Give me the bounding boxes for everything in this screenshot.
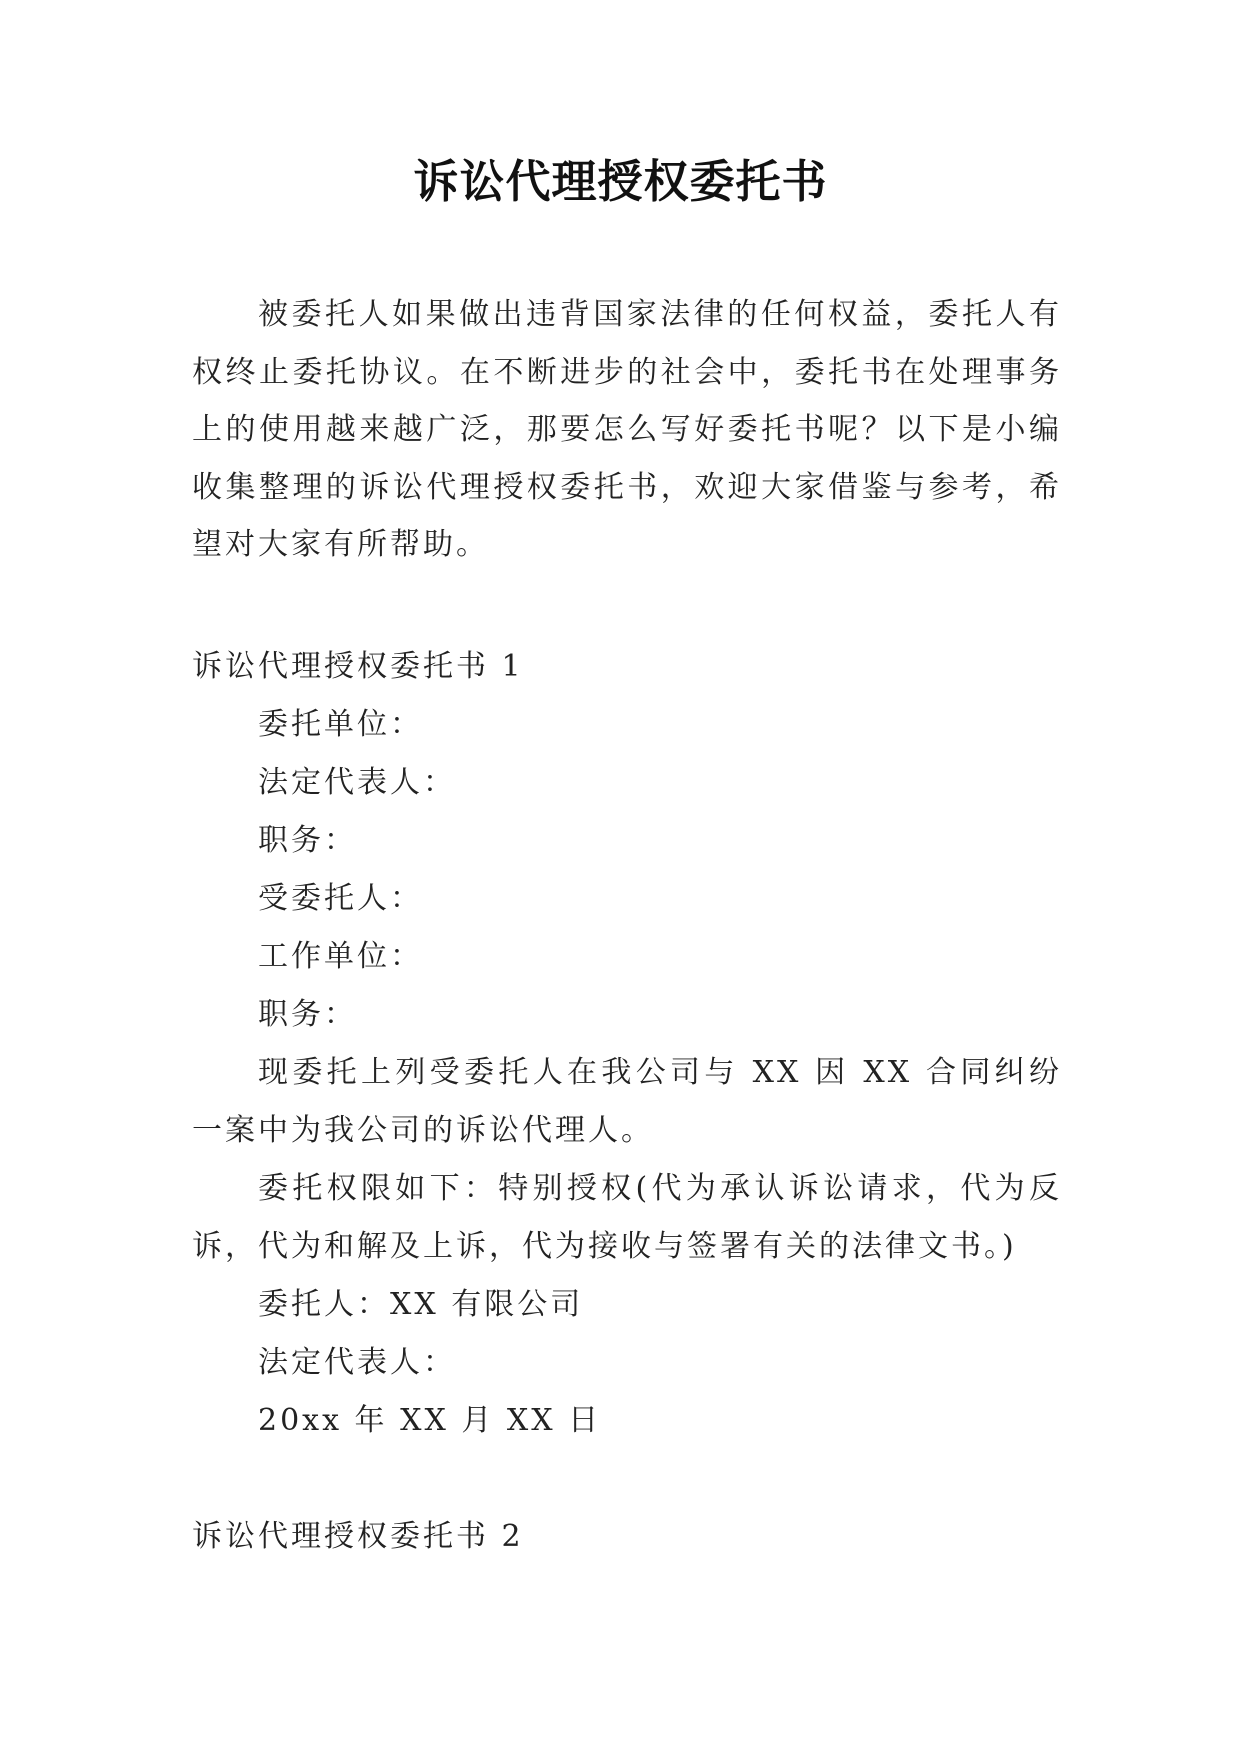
section-2-heading: 诉讼代理授权委托书 2 [192, 1519, 524, 1554]
field-work-unit: 工作单位： [258, 939, 423, 974]
signer-line: 委托人：XX 有限公司 [258, 1287, 584, 1322]
field-position: 职务： [258, 823, 357, 858]
representative-signature-line: 法定代表人： [258, 1345, 456, 1380]
section-1-heading: 诉讼代理授权委托书 1 [192, 649, 524, 684]
entrustment-statement: 现委托上列受委托人在我公司与 XX 因 XX 合同纠纷一案中为我公司的诉讼代理人。 [192, 1055, 1062, 1148]
field-legal-representative: 法定代表人： [258, 765, 456, 800]
section-2 [192, 1508, 1062, 1566]
field-trustee: 受委托人： [258, 881, 423, 916]
field-entrusting-unit: 委托单位： [258, 707, 423, 742]
authority-scope: 委托权限如下：特别授权(代为承认诉讼请求，代为反诉，代为和解及上诉，代为接收与签署有关的法律文书。) [192, 1171, 1062, 1264]
date-line: 20xx 年 XX 月 XX 日 [258, 1403, 602, 1438]
field-trustee-position: 职务： [258, 997, 357, 1032]
section-1 [192, 638, 1062, 1450]
intro-paragraph: 被委托人如果做出违背国家法律的任何权益，委托人有权终止委托协议。在不断进步的社会中，委托书在处理事务上的使用越来越广泛，那要怎么写好委托书呢？以下是小编收集整理的诉讼代理授权委托书，欢迎大家借鉴与参考，希望对大家有所帮助。 [192, 297, 1062, 562]
document-title: 诉讼代理授权委托书 [413, 155, 828, 208]
